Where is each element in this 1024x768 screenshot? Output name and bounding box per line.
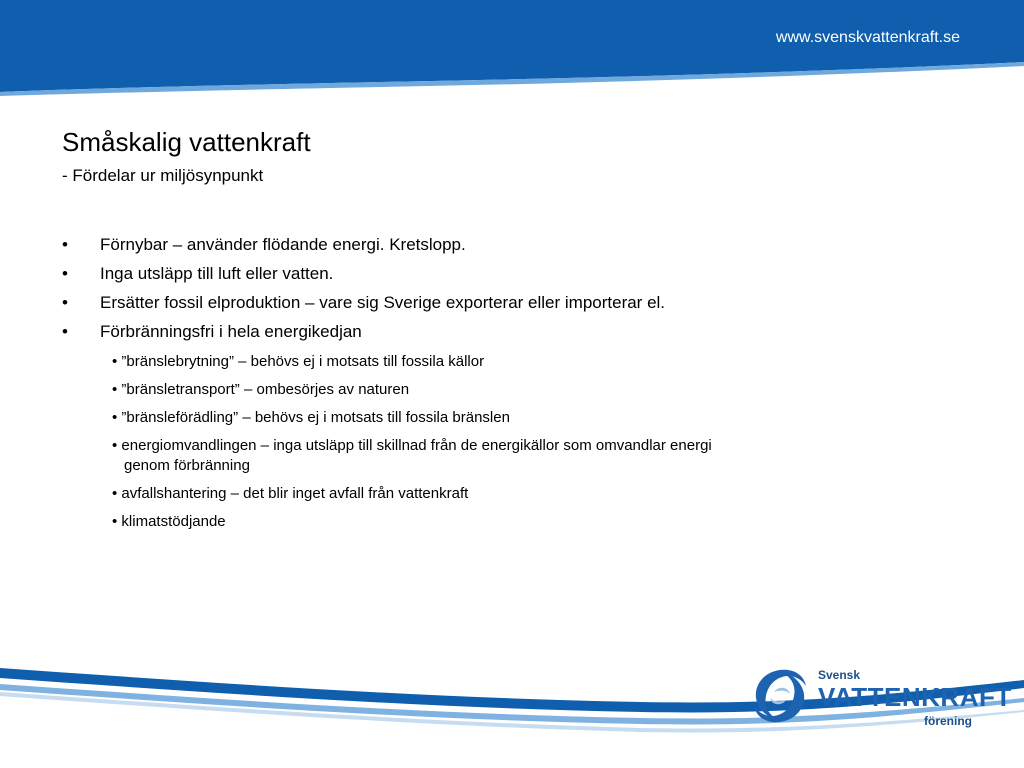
- sub-bullet-item: • ”bränslebrytning” – behövs ej i motsats till fossila källor: [112, 353, 485, 370]
- bullet-list: [62, 230, 942, 532]
- sub-bullet-continuation: genom förbränning: [124, 457, 250, 474]
- bullet-dot: •: [62, 322, 68, 341]
- slide-title: Småskalig vattenkraft: [62, 127, 311, 157]
- vattenkraft-logo: [748, 664, 1012, 734]
- logo-line-forening: förening: [924, 714, 972, 728]
- logo-swirl-icon: [748, 664, 812, 728]
- bullet-text: Inga utsläpp till luft eller vatten.: [100, 264, 334, 283]
- bullet-dot: •: [62, 293, 68, 312]
- bullet-text: Förbränningsfri i hela energikedjan: [100, 322, 362, 341]
- header-wave-band: [0, 0, 1024, 100]
- bullet-item: [62, 288, 942, 317]
- bullet-item: [62, 230, 942, 259]
- bullet-text: Förnybar – använder flödande energi. Kretslopp.: [100, 235, 466, 254]
- sub-bullet-text: • energiomvandlingen – inga utsläpp till skillnad från de energikällor som omvandlar energi: [112, 437, 712, 454]
- sub-bullet-item: • ”bränsletransport” – ombesörjes av naturen: [112, 381, 410, 398]
- sub-bullet-item: • avfallshantering – det blir inget avfall från vattenkraft: [112, 485, 469, 502]
- sub-bullet-item: • klimatstödjande: [112, 513, 226, 530]
- bullet-text: Ersätter fossil elproduktion – vare sig Sverige exporterar eller importerar el.: [100, 293, 666, 312]
- website-url[interactable]: www.svenskvattenkraft.se: [775, 29, 960, 46]
- sub-bullet-item: [112, 436, 942, 476]
- logo-line-vattenkraft: VATTENKRAFT: [818, 682, 1012, 712]
- sub-bullet-item: • ”bränsleförädling” – behövs ej i motsats till fossila bränslen: [112, 409, 510, 426]
- bullet-dot: •: [62, 235, 68, 254]
- slide-subtitle: - Fördelar ur miljösynpunkt: [62, 166, 264, 185]
- bullet-item: [62, 259, 942, 288]
- logo-line-svensk: Svensk: [818, 668, 861, 682]
- bullet-item: [62, 317, 942, 346]
- bullet-dot: •: [62, 264, 68, 283]
